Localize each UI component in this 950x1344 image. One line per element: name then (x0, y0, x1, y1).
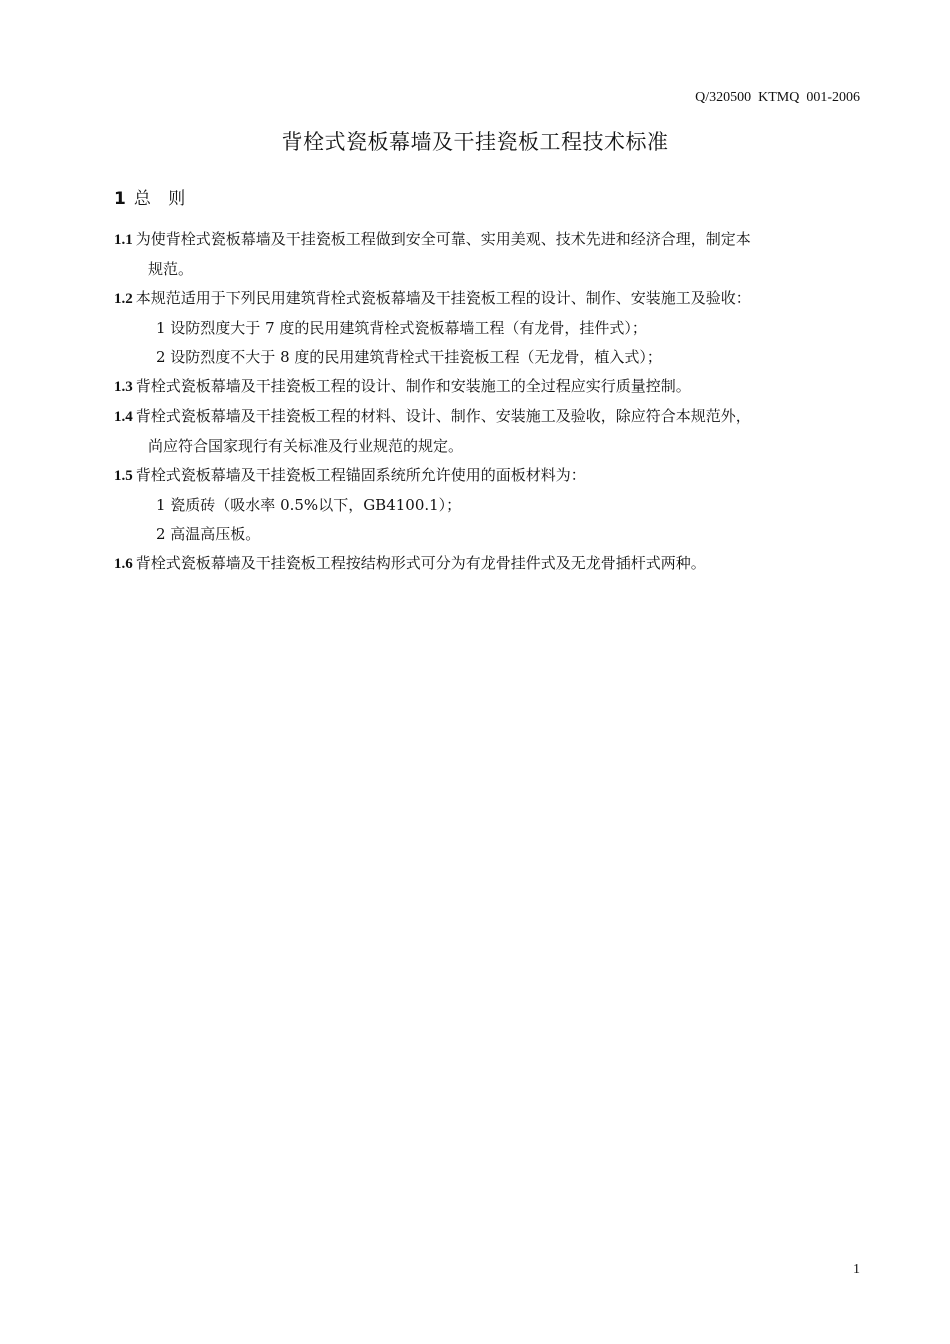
clause-1-4 (114, 402, 854, 461)
document-title: 背栓式瓷板幕墙及干挂瓷板工程技术标准 (281, 130, 669, 154)
section-heading (114, 184, 191, 209)
clause-text: 背栓式瓷板幕墙及干挂瓷板工程的设计、制作和安装施工的全过程应实行质量控制。 (135, 377, 691, 395)
clause-text: 背栓式瓷板幕墙及干挂瓷板工程的材料、设计、制作、安装施工及验收，除应符合本规范外， (135, 407, 751, 425)
clause-text-continued: 规范。 (148, 260, 194, 278)
clause-text: 背栓式瓷板幕墙及干挂瓷板工程锚固系统所允许使用的面板材料为： (135, 466, 586, 484)
clause-number: 1.1 (114, 232, 133, 248)
clause-1-1 (114, 225, 854, 284)
clause-text: 背栓式瓷板幕墙及干挂瓷板工程按结构形式可分为有龙骨挂件式及无龙骨插杆式两种。 (135, 554, 706, 572)
clause-number: 1.4 (114, 409, 133, 425)
clause-number: 1.6 (114, 556, 133, 572)
clause-text: 本规范适用于下列民用建筑背栓式瓷板幕墙及干挂瓷板工程的设计、制作、安装施工及验收： (135, 289, 751, 307)
document-code: Q/320500 KTMQ 001-2006 (695, 90, 860, 105)
clause-number: 1.2 (114, 291, 133, 307)
clause-number: 1.5 (114, 468, 133, 484)
clause-1-5-item-2: 2 高温高压板。 (156, 525, 261, 543)
clause-list (114, 225, 854, 579)
clause-1-2-item-1: 1 设防烈度大于 7 度的民用建筑背栓式瓷板幕墙工程（有龙骨，挂件式）； (156, 319, 647, 337)
section-number: 1 (114, 189, 126, 209)
clause-1-2-item-2: 2 设防烈度不大于 8 度的民用建筑背栓式干挂瓷板工程（无龙骨，植入式）； (156, 348, 662, 366)
clause-1-3 (114, 372, 854, 402)
clause-text-continued: 尚应符合国家现行有关标准及行业规范的规定。 (148, 437, 464, 455)
clause-number: 1.3 (114, 379, 133, 395)
clause-1-5-item-1: 1 瓷质砖（吸水率 0.5%以下，GB4100.1）； (156, 496, 462, 514)
clause-1-5 (114, 461, 854, 491)
page-number: 1 (853, 1262, 860, 1277)
clause-1-6 (114, 549, 854, 579)
clause-text: 为使背栓式瓷板幕墙及干挂瓷板工程做到安全可靠、实用美观、技术先进和经济合理，制定本 (135, 230, 751, 248)
clause-1-2 (114, 284, 854, 314)
section-label: 总 则 (133, 189, 192, 209)
